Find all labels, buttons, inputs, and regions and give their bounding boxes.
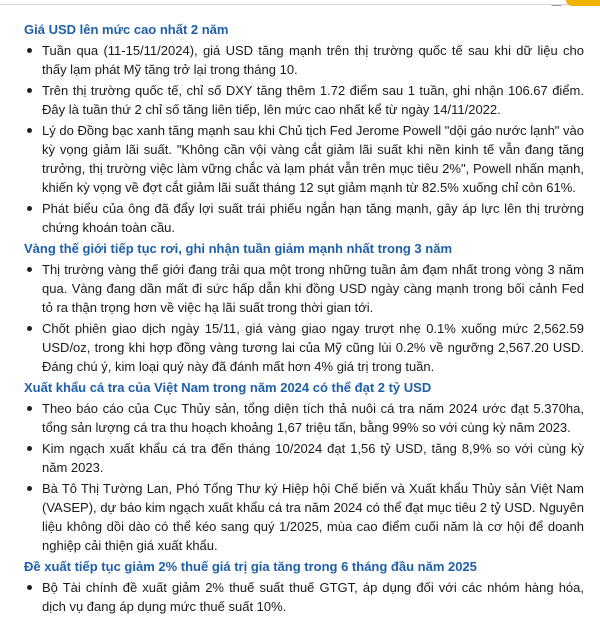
section-usd xyxy=(24,20,584,237)
header-decoration xyxy=(0,0,600,10)
bullet-icon xyxy=(27,326,32,331)
bullet-text: Thị trường vàng thế giới đang trải qua một trong những tuần ảm đạm nhất trong vòng 3 năm qua. Vàng đang dần mất đi sức hấp dẫn khi đồng USD ngày càng mạnh trong bối cảnh Fed tỏ ra thận trọng hơn về việc hạ lãi suất trong thời gian tới. xyxy=(42,262,584,315)
bullet-text: Trên thị trường quốc tế, chỉ số DXY tăng thêm 1.72 điểm sau 1 tuần, ghi nhận 106.67 điểm. Đây là tuần thứ 2 chỉ số tăng liên tiếp, lên mức cao nhất kể từ ngày 14/11/2022. xyxy=(42,83,584,117)
section-title: Giá USD lên mức cao nhất 2 năm xyxy=(24,22,229,37)
bullet-list xyxy=(24,399,584,555)
bullet-icon xyxy=(27,446,32,451)
section-title: Đề xuất tiếp tục giảm 2% thuế giá trị gia tăng trong 6 tháng đầu năm 2025 xyxy=(24,559,477,574)
header-rule xyxy=(0,4,600,5)
bullet-text: Tuần qua (11-15/11/2024), giá USD tăng mạnh trên thị trường quốc tế sau khi dữ liệu cho thấy lạm phát Mỹ tăng trở lại trong tháng 10. xyxy=(42,43,584,77)
bullet-text: Bộ Tài chính đề xuất giảm 2% thuế suất thuế GTGT, áp dụng đối với các nhóm hàng hóa, dịch vụ đang áp dụng mức thuế suất 10%. xyxy=(42,580,584,614)
bullet-item xyxy=(24,41,584,79)
section-pangasius-export xyxy=(24,378,584,555)
bullet-icon xyxy=(27,128,32,133)
bullet-item xyxy=(24,319,584,376)
bullet-text: Phát biểu của ông đã đẩy lợi suất trái phiếu ngắn hạn tăng mạnh, gây áp lực lên thị trường chứng khoán toàn cầu. xyxy=(42,201,584,235)
bullet-list xyxy=(24,578,584,616)
bullet-icon xyxy=(27,406,32,411)
bullet-item xyxy=(24,479,584,555)
bullet-icon xyxy=(27,585,32,590)
section-gold xyxy=(24,239,584,376)
bullet-item xyxy=(24,439,584,477)
bullet-text: Chốt phiên giao dịch ngày 15/11, giá vàng giao ngay trượt nhẹ 0.1% xuống mức 2,562.59 USD/oz, trong khi hợp đồng vàng tương lai của Mỹ cũng lùi 0.2% về ngưỡng 2,567.20 USD. Đáng chú ý, kim loại quý này đã đánh mất hơn 4% giá trị trong tuần. xyxy=(42,321,584,374)
bullet-item xyxy=(24,260,584,317)
header-accent-tab xyxy=(566,0,600,6)
bullet-icon xyxy=(27,88,32,93)
bullet-item xyxy=(24,399,584,437)
bullet-text: Lý do Đồng bạc xanh tăng mạnh sau khi Chủ tịch Fed Jerome Powell "dội gáo nước lạnh" vào kỳ vọng giảm lãi suất. "Không cần vội vàng cắt giảm lãi suất khi nền kinh tế vẫn đang tăng trưởng, thị trường việc làm vững chắc và lạm phát vẫn trên mục tiêu 2%", Powell nhấn mạnh, khiến kỳ vọng về đợt cắt giảm lãi suất tháng 12 sụt giảm mạnh từ 82.5% xuống chỉ còn 61%. xyxy=(42,123,584,195)
bullet-icon xyxy=(27,48,32,53)
bullet-text: Bà Tô Thị Tường Lan, Phó Tổng Thư ký Hiệp hội Chế biến và Xuất khẩu Thủy sản Việt Nam (VASEP), dự báo kim ngạch xuất khẩu cá tra năm 2024 có thể đạt mục tiêu 2 tỷ USD. Nguyên liệu không dồi dào có thể kéo sang quý 1/2025, mùa cao điểm cuối năm là cơ hội để doanh nghiệp cải thiện giá xuất khẩu. xyxy=(42,481,584,553)
section-vat-reduction xyxy=(24,557,584,616)
bullet-icon xyxy=(27,486,32,491)
bullet-list xyxy=(24,260,584,376)
bullet-icon xyxy=(27,206,32,211)
document-body xyxy=(24,20,584,618)
bullet-item xyxy=(24,81,584,119)
section-title: Vàng thế giới tiếp tục rơi, ghi nhận tuần giảm mạnh nhất trong 3 năm xyxy=(24,241,453,256)
section-title: Xuất khẩu cá tra của Việt Nam trong năm 2024 có thể đạt 2 tỷ USD xyxy=(24,380,432,395)
bullet-text: Theo báo cáo của Cục Thủy sản, tổng diện tích thả nuôi cá tra năm 2024 ước đạt 5.370ha, tổng sản lượng cá tra thu hoạch khoảng 1,67 triệu tấn, bằng 99% so với cùng kỳ năm 2023. xyxy=(42,401,584,435)
bullet-item xyxy=(24,121,584,197)
bullet-icon xyxy=(27,267,32,272)
header-accent-stroke xyxy=(551,0,564,6)
bullet-text: Kim ngạch xuất khẩu cá tra đến tháng 10/2024 đạt 1,56 tỷ USD, tăng 8,9% so với cùng kỳ năm 2023. xyxy=(42,441,584,475)
bullet-item xyxy=(24,199,584,237)
bullet-list xyxy=(24,41,584,237)
bullet-item xyxy=(24,578,584,616)
